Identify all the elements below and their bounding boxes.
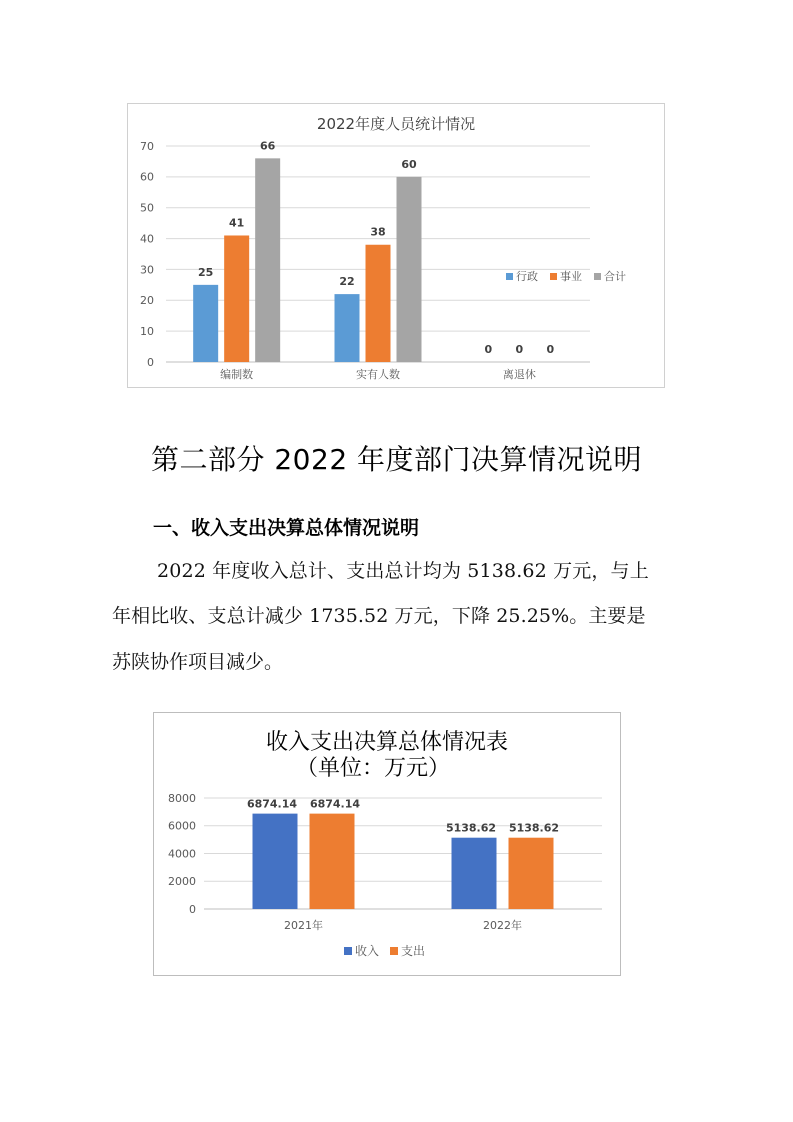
y-tick-label: 2000 [168,875,196,889]
data-label: 60 [401,157,417,171]
bar [452,838,497,909]
bar [193,285,218,362]
data-label: 41 [229,216,245,230]
y-tick-label: 50 [140,201,154,215]
y-tick-label: 70 [140,139,154,153]
bar [509,838,554,909]
data-label: 5138.62 [445,821,497,835]
legend-label: 合计 [604,270,626,283]
paragraph-line-3: 苏陕协作项目减少。 [112,651,284,673]
x-category-label: 离退休 [502,368,536,381]
legend-label: 事业 [560,270,582,283]
paragraph-line-1: 2022 年度收入总计、支出总计均为 5138.62 万元，与上 [157,560,649,582]
data-label: 6874.14 [246,797,298,811]
bar [255,158,280,362]
y-tick-label: 0 [189,902,196,916]
bar [310,814,355,909]
legend-label: 支出 [401,944,426,958]
bar [397,177,422,362]
chart-subtitle: （单位：万元） [295,756,451,781]
bar [335,294,360,362]
y-tick-label: 10 [140,324,154,338]
y-tick-label: 40 [140,232,154,246]
income-expense-chart-svg [154,713,620,975]
y-tick-label: 4000 [168,847,196,861]
data-label: 0 [484,343,493,356]
x-category-label: 编制数 [220,368,254,381]
bar [253,814,298,909]
income-expense-chart [153,712,621,976]
legend-swatch [506,273,513,280]
legend-label: 收入 [355,944,380,958]
sub-heading: 一、收入支出决算总体情况说明 [153,517,420,539]
data-label: 22 [339,275,355,289]
data-label: 25 [198,265,214,279]
y-tick-label: 8000 [168,791,196,805]
section-title: 第二部分 2022 年度部门决算情况说明 [150,443,643,476]
data-label: 6874.14 [309,797,361,811]
x-category-label: 2021年 [284,919,323,932]
y-tick-label: 60 [140,170,154,184]
data-label: 66 [260,139,276,153]
y-tick-label: 30 [140,263,154,277]
bar [366,245,391,362]
staff-statistics-chart [127,103,665,388]
data-label: 5138.62 [508,821,560,835]
legend-swatch [550,273,557,280]
data-label: 38 [370,225,386,239]
legend-label: 行政 [516,270,538,283]
y-tick-label: 0 [147,355,154,369]
staff-statistics-chart-svg [128,104,664,387]
x-category-label: 实有人数 [356,368,400,381]
y-tick-label: 20 [140,294,154,308]
data-label: 0 [546,343,555,356]
x-category-label: 2022年 [483,919,522,932]
paragraph-line-2: 年相比收、支总计减少 1735.52 万元，下降 25.25%。主要是 [112,605,646,627]
chart-title: 2022年度人员统计情况 [316,115,476,133]
legend-swatch [594,273,601,280]
chart-title: 收入支出决算总体情况表 [265,730,509,755]
legend-swatch [344,947,352,955]
y-tick-label: 6000 [168,819,196,833]
bar [224,235,249,362]
legend-swatch [390,947,398,955]
data-label: 0 [515,343,524,356]
